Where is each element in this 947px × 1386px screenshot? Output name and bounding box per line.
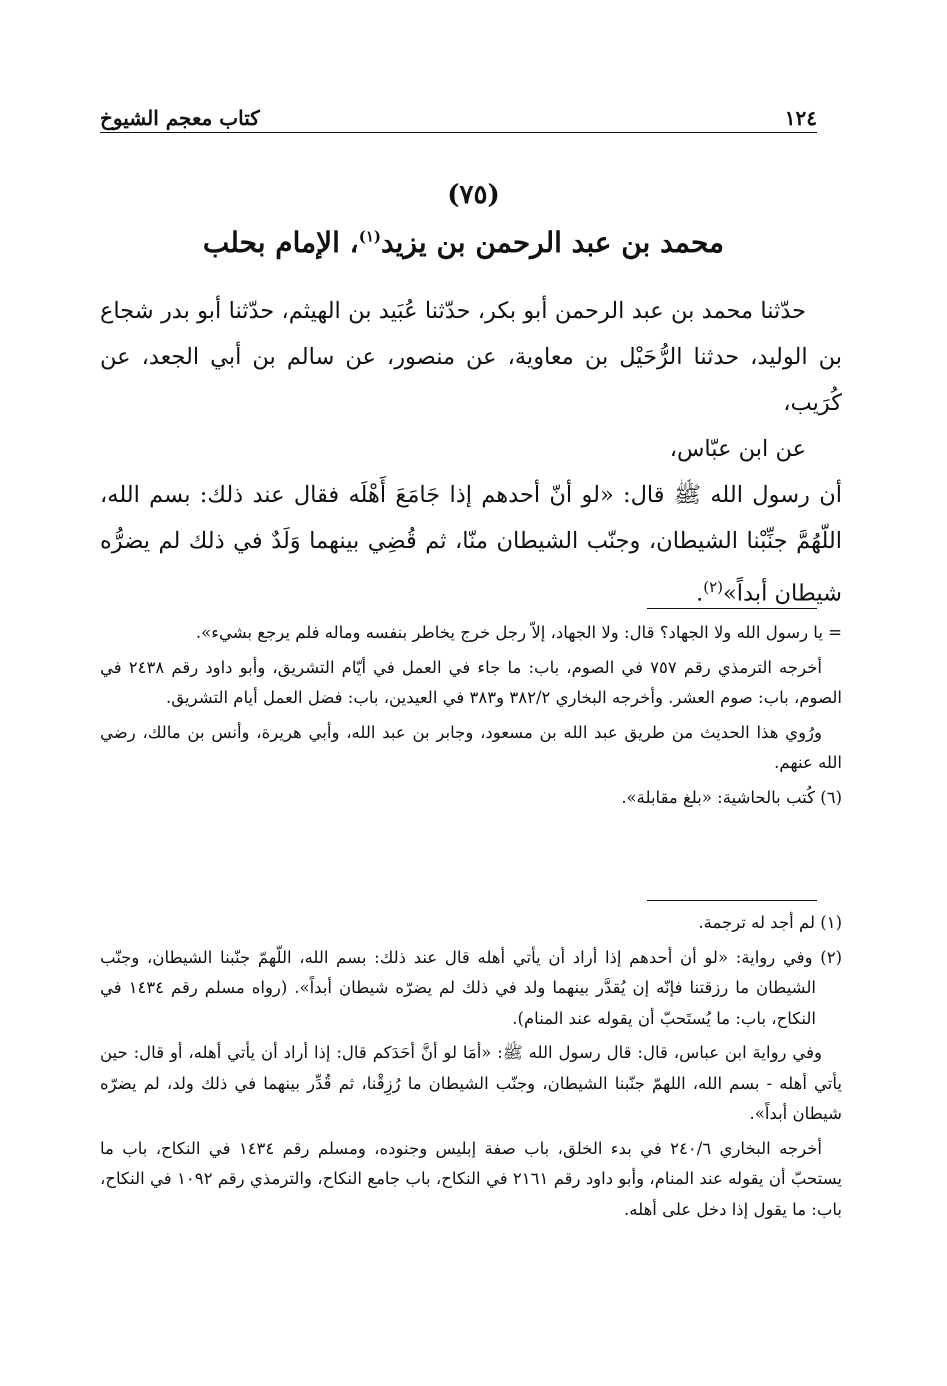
matn-footnote-ref: (٢) — [703, 578, 724, 596]
footnote-narrations: ورُوي هذا الحديث من طريق عبد الله بن مسعود، وجابر بن عبد الله، وأبي هريرة، وأنس بن مالك، رضي الله عنهم. — [100, 722, 842, 772]
header-divider — [100, 132, 817, 133]
matn-text: أن رسول الله ﷺ قال: «لو أنّ أحدهم إذا جَامَعَ أَهْلَه فقال عند ذلك: بسم الله، اللّهُمَّ جنِّبْنا الشيطان، وجنّب الشيطان منّا، ثم قُضِي بينهما وَلَدٌ في ذلك لم يضرُّه شيطان أبداً» — [100, 482, 842, 607]
isnad-paragraph: حدّثنا محمد بن عبد الرحمن أبو بكر، حدّثنا عُبَيد بن الهيثم، حدّثنا أبو بدر شجاع بن الوليد، حدثنا الرُّحَيْل بن معاوية، عن منصور، عن سالم بن أبي الجعد، عن كُرَيب، — [100, 298, 842, 416]
footnote-2: (٢) وفي رواية: «لو أن أحدهم إذا أراد أن يأتي أهله قال عند ذلك: بسم الله، اللّهمّ جنّبنا الشيطان، وجنّب الشيطان ما رزقتنا فإنّه إن يُقدَّر بينهما ولد في ذلك لم يضرّه شيطان أبداً». (رواه مسلم رقم ١٤٣٤ في النكاح، باب: ما يُستَحبّ أن يقوله عند المنام). — [100, 947, 842, 1028]
entry-title-tail: ، الإمام بحلب — [202, 226, 359, 259]
footnote-divider-bottom — [647, 900, 817, 901]
footnote-divider-top — [647, 608, 817, 609]
main-text — [100, 288, 842, 617]
entry-number: (٧٥) — [447, 180, 500, 210]
footnote-1: (١) لم أجد له ترجمة. — [698, 913, 842, 932]
matn-paragraph — [100, 472, 842, 617]
entry-title-footnote-ref: (١) — [358, 227, 381, 246]
footnote-takhrij: أخرجه الترمذي رقم ٧٥٧ في الصوم، باب: ما جاء في العمل في أيّام التشريق، وأبو داود رقم ٢٤٣٨ في الصوم، باب: صوم العشر. وأخرجه البخاري ٣٨٢/٢ و٣٨٣ في العيدين، باب: فضل العمل أيام التشريق. — [100, 657, 842, 707]
page-number: ١٢٤ — [784, 106, 817, 130]
footnote-2-variant: وفي رواية ابن عباس، قال: قال رسول الله ﷺ: «أمَا لو أنَّ أحَدَكم قال: إذا أراد أن يأتي أهله، أو قال: حين يأتي أهله - بسم الله، اللهمّ جنّبنا الشيطان، وجنّب الشيطان ما رُزِقْنا، ثم قُدِّر بينهما في ذلك ولد، لم يضرّه شيطان أبداً». — [100, 1043, 842, 1123]
matn-end: . — [696, 580, 704, 607]
previous-footnotes — [100, 618, 842, 817]
footnote-continuation: = يا رسول الله ولا الجهاد؟ قال: ولا الجهاد، إلاّ رجل خرج يخاطر بنفسه وماله فلم يرجع بشيء». — [195, 623, 842, 642]
footnote-2-takhrij: أخرجه البخاري ٢٤٠/٦ في بدء الخلق، باب صفة إبليس وجنوده، ومسلم رقم ١٤٣٤ في النكاح، باب ما يستحبّ أن يقوله عند المنام، وأبو داود رقم ٢١٦١ في النكاح، باب جامع النكاح، والترمذي رقم ١٠٩٢ في النكاح، باب: ما يقول إذا دخل على أهله. — [100, 1138, 842, 1219]
footnote-6: (٦) كُتب بالحاشية: «بلغ مقابلة». — [621, 787, 842, 807]
entry-title-name: محمد بن عبد الرحمن بن يزيد — [380, 226, 725, 259]
entry-title — [100, 226, 827, 259]
narrator-paragraph: عن ابن عبّاس، — [669, 436, 806, 462]
entry-footnotes — [100, 908, 842, 1229]
page-header — [100, 98, 817, 130]
book-title: كتاب معجم الشيوخ — [100, 106, 260, 130]
